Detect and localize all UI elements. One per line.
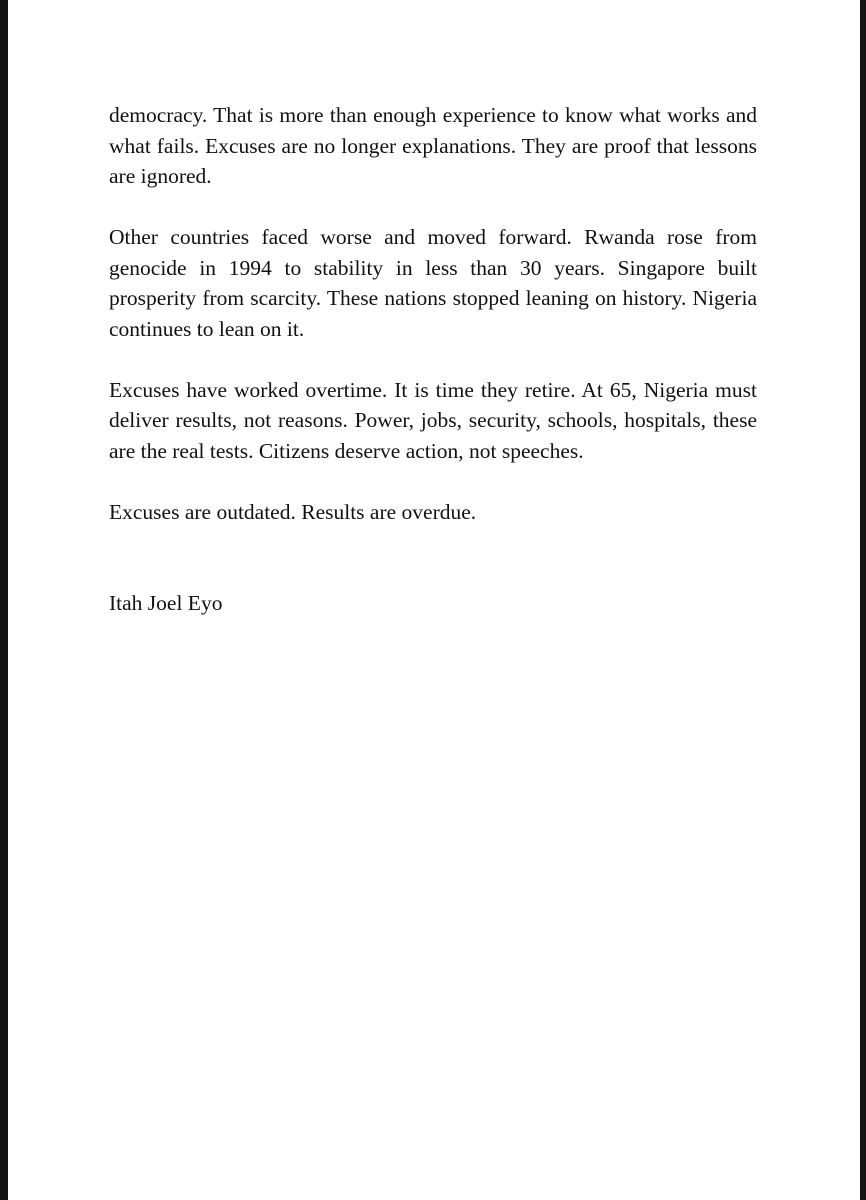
paragraph-1: democracy. That is more than enough experience to know what works and what fails. Excuses are no longer explanations. They are proof that lessons are ignored.	[109, 103, 757, 188]
left-border	[0, 0, 8, 1200]
paragraph-2: Other countries faced worse and moved forward. Rwanda rose from genocide in 1994 to stability in less than 30 years. Singapore built prosperity from scarcity. These nations stopped leaning on history. Nigeria continues to lean on it.	[109, 225, 757, 341]
paragraph-4: Excuses are outdated. Results are overdue.	[109, 499, 477, 524]
article-body	[109, 100, 757, 649]
author-signature: Itah Joel Eyo	[109, 591, 223, 615]
right-border	[860, 0, 866, 1200]
paragraph-3: Excuses have worked overtime. It is time they retire. At 65, Nigeria must deliver results, not reasons. Power, jobs, security, schools, hospitals, these are the real tests. Citizens deserve action, not speeches.	[109, 377, 757, 463]
